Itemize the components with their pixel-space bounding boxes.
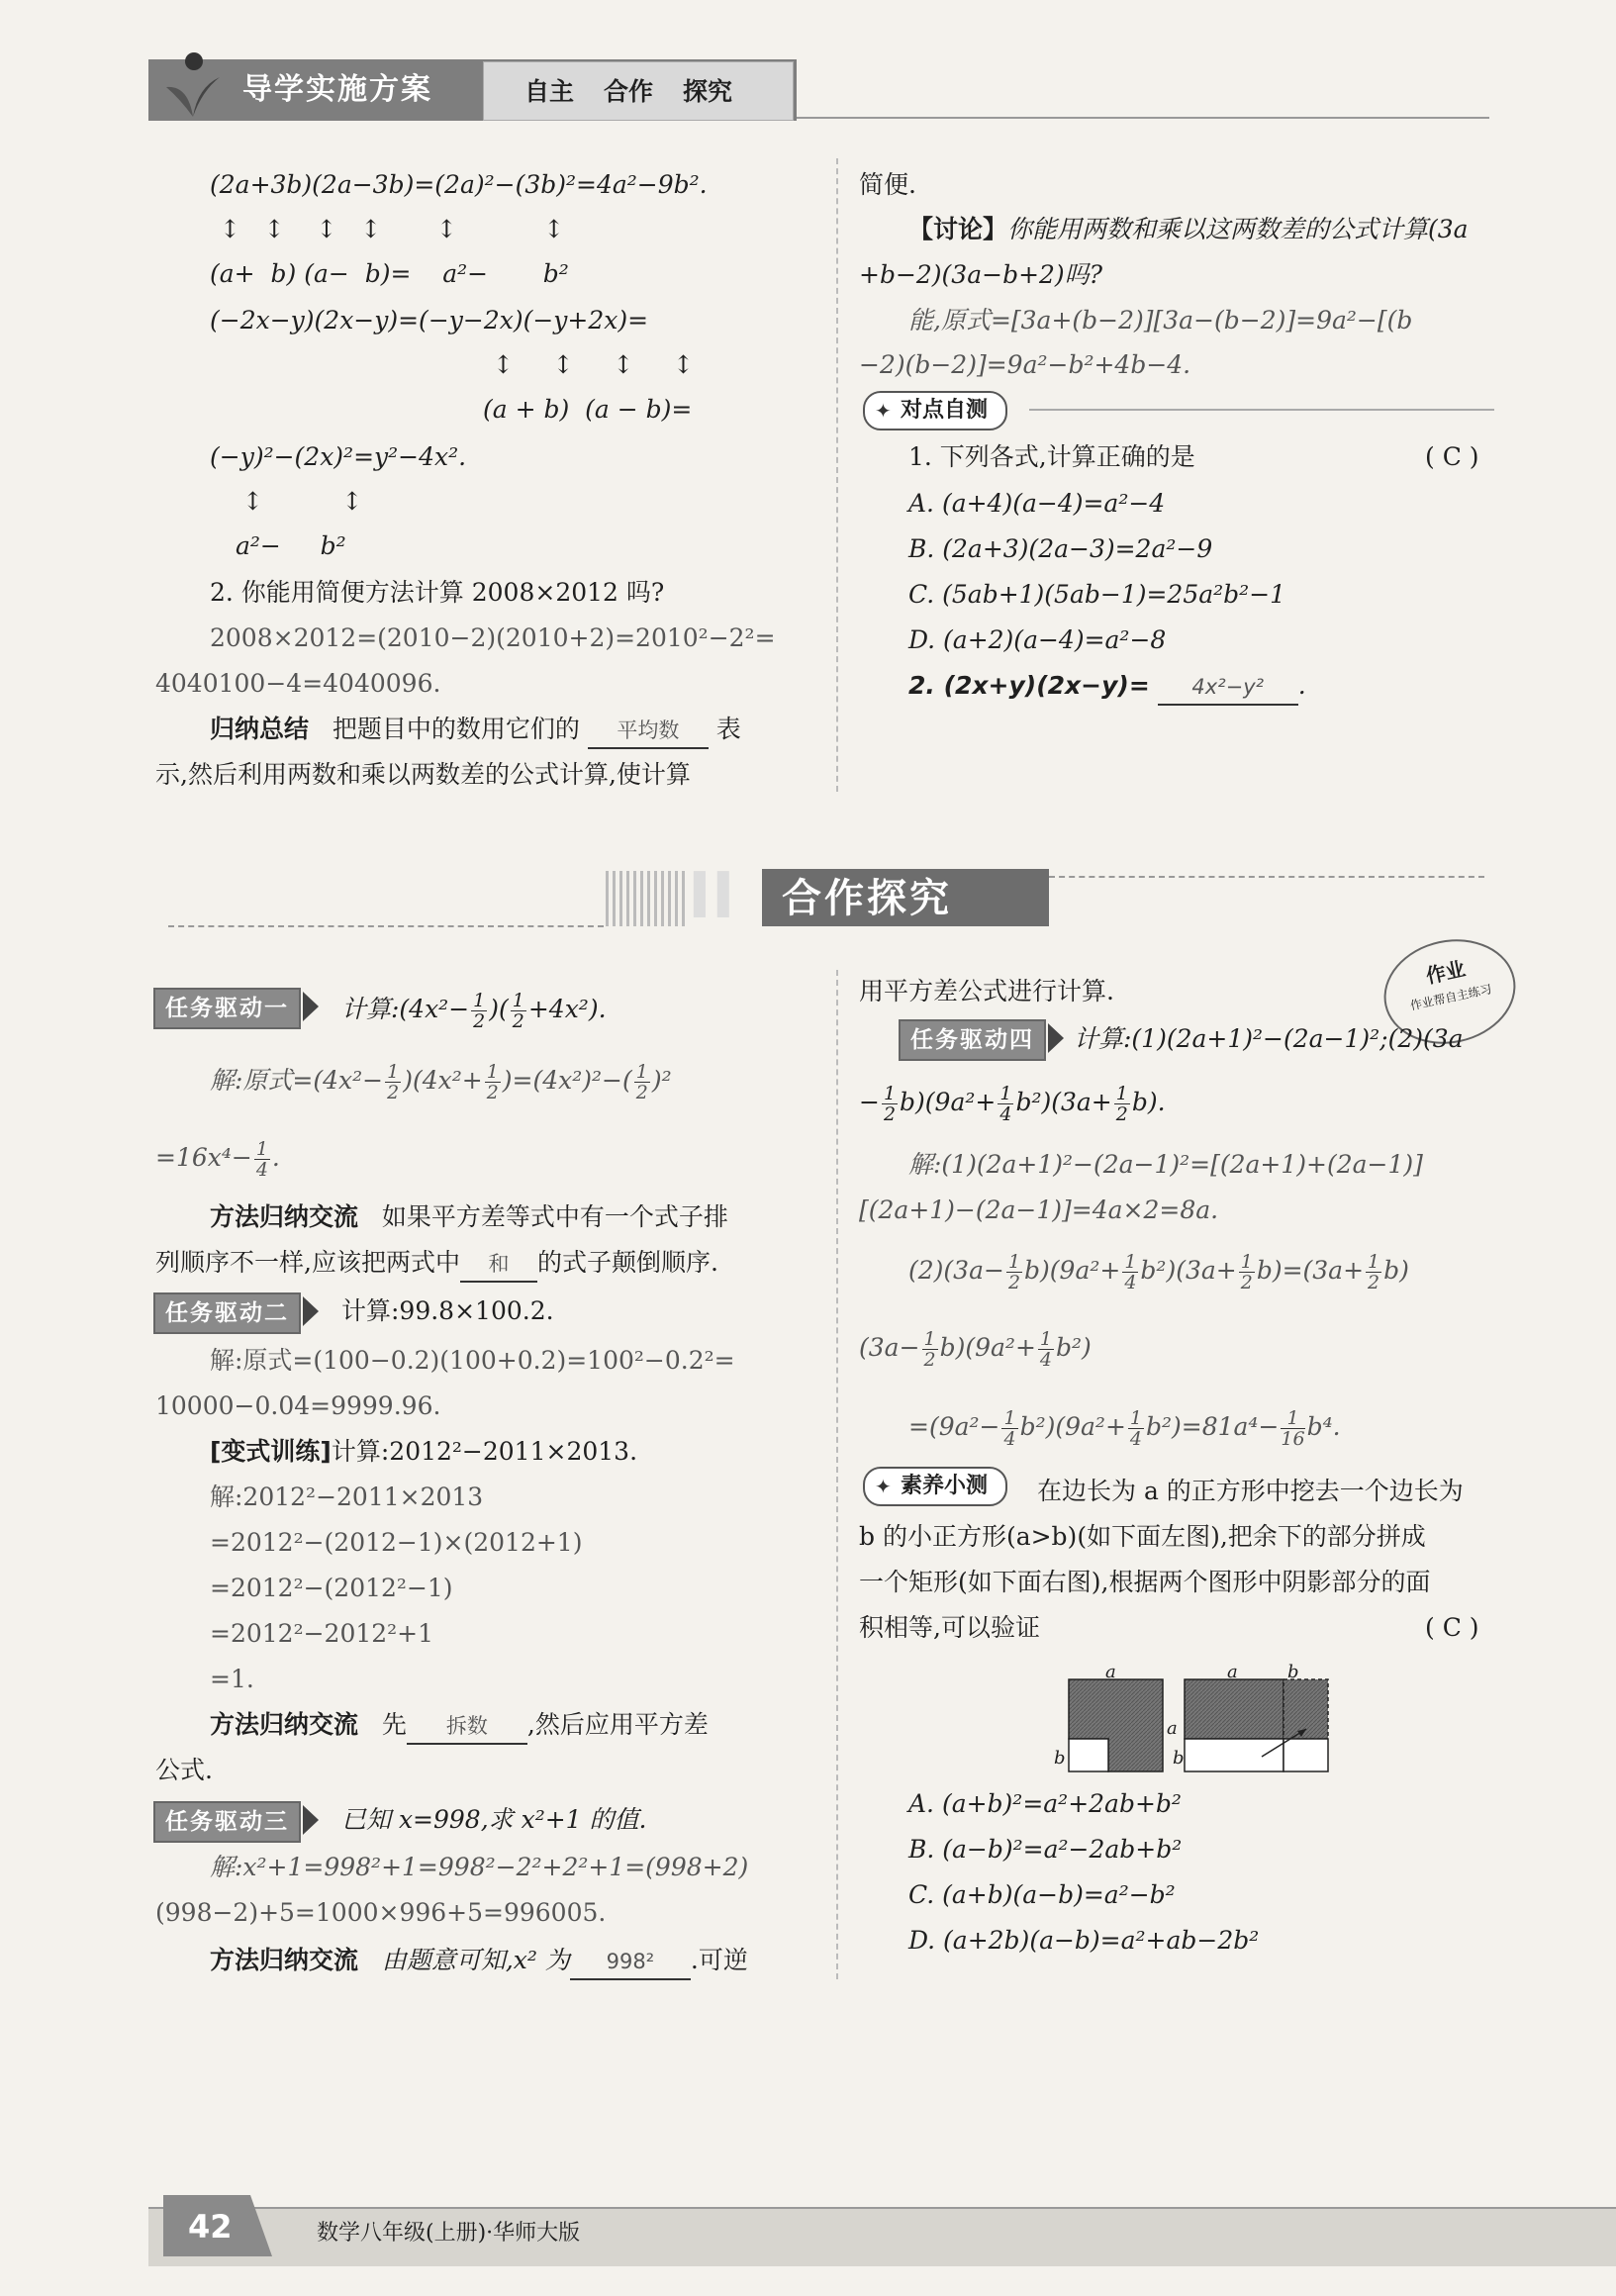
- fraction-quarter: $\frac{1}{4}$: [1039, 1328, 1052, 1371]
- method2-fill: 拆数: [407, 1709, 527, 1745]
- method2-label: 方法归纳交流: [210, 1710, 359, 1739]
- fraction-half: $\frac{1}{2}$: [923, 1328, 936, 1371]
- s4e4: b⁴.: [1306, 1412, 1341, 1441]
- task1-text-c: +4x²).: [527, 995, 607, 1023]
- summary-line-1: [210, 713, 741, 749]
- task2-label: 任务驱动二: [153, 1292, 301, 1334]
- method3-post: .可逆: [690, 1946, 748, 1974]
- s4e2: b²)(9a²+: [1019, 1412, 1126, 1441]
- section-rule-right: [1049, 876, 1484, 880]
- method2-pre: 先: [381, 1710, 407, 1739]
- fraction-quarter: $\frac{1}{4}$: [255, 1138, 268, 1181]
- expr-line-2: (a+ b) (a− b)= a²− b²: [210, 259, 569, 288]
- header-title: 导学实施方案: [242, 72, 432, 107]
- discuss-line-2: +b−2)(3a−b+2)吗?: [859, 260, 1103, 289]
- fig-label-a-side: a: [1167, 1718, 1178, 1739]
- variant-text: 计算:2012²−2011×2013.: [331, 1437, 638, 1466]
- variant-line: [210, 1435, 637, 1469]
- expr-line-6: a²− b²: [236, 531, 346, 560]
- expr-line-1: (2a+3b)(2a−3b)=(2a)²−(3b)²=4a²−9b².: [210, 170, 708, 199]
- question-2: 2. 你能用简便方法计算 2008×2012 吗?: [210, 578, 665, 607]
- method3-fill: 998²: [570, 1945, 691, 1980]
- method1-fill: 和: [460, 1247, 537, 1283]
- solution-4e: [908, 1405, 1341, 1449]
- variant-step-5: =1.: [210, 1665, 254, 1693]
- q1-option-b[interactable]: B. (2a+3)(2a−3)=2a²−9: [908, 534, 1213, 563]
- fig-label-b-left: b: [1054, 1748, 1066, 1769]
- t4b: b)(9a²+: [900, 1088, 997, 1116]
- task4-label: 任务驱动四: [899, 1019, 1046, 1061]
- discuss-label: 【讨论】: [908, 215, 1008, 243]
- summary-pre: 把题目中的数用它们的: [332, 715, 580, 743]
- task1-text-a: 计算:(4x²−: [341, 995, 470, 1023]
- fraction-sixteenth: $\frac{1}{16}$: [1281, 1407, 1305, 1450]
- method-1-line-1: [210, 1200, 728, 1234]
- summary-fill: 平均数: [588, 714, 709, 749]
- task1-label: 任务驱动一: [153, 988, 301, 1029]
- variant-label: [变式训练]: [210, 1437, 332, 1466]
- s4c4: b)=(3a+: [1256, 1256, 1365, 1285]
- q2-post: .: [1297, 671, 1306, 700]
- fraction-half: $\frac{1}{2}$: [1368, 1251, 1380, 1293]
- fraction-half: $\frac{1}{2}$: [486, 1061, 499, 1103]
- fraction-quarter: $\frac{1}{4}$: [1129, 1407, 1142, 1450]
- sol1a: 解:原式=(4x²−: [210, 1066, 384, 1095]
- fraction-quarter: $\frac{1}{4}$: [1003, 1407, 1016, 1450]
- fig-label-a-top-right: a: [1227, 1662, 1238, 1682]
- self-test-q1: 1. 下列各式,计算正确的是: [908, 442, 1195, 471]
- q2-fill: 4x²−y²: [1158, 670, 1298, 706]
- s4c3: b²)(3a+: [1140, 1256, 1237, 1285]
- tab-tanjiu[interactable]: 探究: [683, 77, 733, 106]
- solution-3a: 解:x²+1=998²+1=998²−2²+2²+1=(998+2): [210, 1853, 749, 1881]
- fraction-half: $\frac{1}{2}$: [387, 1061, 400, 1103]
- stamp-line-2: 作业帮自主练习: [1408, 982, 1493, 1013]
- summary-line-2: 示,然后利用两数和乘以两数差的公式计算,使计算: [155, 760, 691, 789]
- method-1-line-2: [155, 1246, 718, 1283]
- column-divider-bottom: [836, 970, 839, 1979]
- t4a: −: [859, 1088, 880, 1116]
- q2-pre: 2. (2x+y)(2x−y)=: [908, 671, 1150, 700]
- variant-step-1: 解:2012²−2011×2013: [210, 1483, 484, 1511]
- fig-label-b-top-right: b: [1287, 1662, 1299, 1682]
- right-cont: 简便.: [859, 170, 916, 199]
- sol1d: )²: [651, 1066, 672, 1095]
- fig-label-b-right-left: b: [1173, 1748, 1185, 1769]
- task4-text: 计算:(1)(2a+1)²−(2a−1)²;(2)(3a: [1074, 1024, 1464, 1053]
- variant-step-3: =2012²−(2012²−1): [210, 1574, 453, 1602]
- s4d3: b²): [1056, 1333, 1092, 1362]
- solution-4b: [(2a+1)−(2a−1)]=4a×2=8a.: [859, 1196, 1219, 1224]
- t4c: b²)(3a+: [1015, 1088, 1112, 1116]
- method3-label: 方法归纳交流: [210, 1946, 359, 1974]
- sol1c: )=(4x²)²−(: [502, 1066, 632, 1095]
- method1-post: 的式子颠倒顺序.: [536, 1248, 718, 1277]
- fig-label-a-top-left: a: [1105, 1662, 1116, 1682]
- solution-4d: [859, 1326, 1092, 1370]
- solution-1-line-1: [210, 1059, 672, 1102]
- self-test-q1-answer: ( C ): [1425, 442, 1479, 471]
- literacy-option-b[interactable]: B. (a−b)²=a²−2ab+b²: [908, 1835, 1183, 1864]
- summary-post: 表: [715, 715, 741, 743]
- fraction-half: $\frac{1}{2}$: [1240, 1251, 1253, 1293]
- s4e1: =(9a²−: [908, 1412, 1000, 1441]
- arrows-2: ↕ ↕ ↕ ↕: [493, 350, 694, 379]
- method-2-line-2: 公式.: [155, 1756, 213, 1784]
- square-figure: [1054, 1662, 1331, 1776]
- fraction-half: $\frac{1}{2}$: [1007, 1251, 1021, 1293]
- task3-text: 已知 x=998,求 x²+1 的值.: [341, 1805, 647, 1834]
- section-rule-left: [168, 925, 604, 929]
- task1-text-b: )(: [489, 995, 509, 1023]
- section-title: 合作探究: [782, 876, 952, 921]
- header-rule: [797, 117, 1489, 119]
- literacy-option-c[interactable]: C. (a+b)(a−b)=a²−b²: [908, 1880, 1176, 1909]
- discuss-line-1: [908, 213, 1469, 246]
- method-2-line-1: [210, 1708, 709, 1745]
- s4c2: b)(9a²+: [1024, 1256, 1121, 1285]
- literacy-text-4: 积相等,可以验证: [859, 1613, 1040, 1642]
- solution-4a: 解:(1)(2a+1)²−(2a−1)²=[(2a+1)+(2a−1)]: [908, 1150, 1423, 1179]
- arrows-1: ↕ ↕ ↕ ↕ ↕ ↕: [220, 215, 565, 243]
- method2-post: ,然后应用平方差: [526, 1710, 709, 1739]
- literacy-text-1: 在边长为 a 的正方形中挖去一个边长为: [1037, 1477, 1464, 1505]
- solution-2a: 解:原式=(100−0.2)(100+0.2)=100²−0.2²=: [210, 1346, 735, 1375]
- solution-3b: (998−2)+5=1000×996+5=996005.: [155, 1898, 607, 1927]
- s4e3: b²)=81a⁴−: [1145, 1412, 1280, 1441]
- right-bottom-cont: 用平方差公式进行计算.: [859, 977, 1114, 1005]
- variant-step-2: =2012²−(2012−1)×(2012+1): [210, 1528, 583, 1557]
- self-test-rule: [1029, 409, 1494, 411]
- expr-line-3: (−2x−y)(2x−y)=(−y−2x)(−y+2x)=: [210, 306, 649, 335]
- method1-label: 方法归纳交流: [210, 1202, 359, 1231]
- s4c5: b): [1383, 1256, 1409, 1285]
- column-divider: [836, 158, 839, 792]
- task3-label: 任务驱动三: [153, 1801, 301, 1843]
- fraction-quarter: $\frac{1}{4}$: [1124, 1251, 1137, 1293]
- variant-step-4: =2012²−2012²+1: [210, 1619, 434, 1648]
- fraction-half: $\frac{1}{2}$: [1115, 1083, 1128, 1125]
- discuss-text: 你能用两数和乘以这两数差的公式计算(3a: [1007, 215, 1469, 243]
- task2-text: 计算:99.8×100.2.: [341, 1296, 554, 1325]
- self-test-label: ✦ 对点自测: [863, 391, 1007, 430]
- sol1f: .: [271, 1143, 280, 1172]
- logo-icon: [158, 48, 228, 117]
- page-number: 42: [188, 2208, 233, 2246]
- solution-2b: 10000−0.04=9999.96.: [155, 1391, 441, 1420]
- task1-text: [341, 988, 607, 1031]
- fraction-half: $\frac{1}{2}$: [635, 1061, 648, 1103]
- literacy-option-d[interactable]: D. (a+2b)(a−b)=a²+ab−2b²: [908, 1926, 1260, 1955]
- self-test-q2: [908, 669, 1306, 706]
- fraction-half: $\frac{1}{2}$: [512, 990, 524, 1032]
- stamp-line-1: 作业: [1423, 956, 1468, 989]
- q1-option-d[interactable]: D. (a+2)(a−4)=a²−8: [908, 625, 1167, 654]
- s4d2: b)(9a²+: [939, 1333, 1036, 1362]
- t4d: b).: [1131, 1088, 1166, 1116]
- literacy-label: ✦ 素养小测: [863, 1467, 1007, 1506]
- arrows-3: ↕ ↕: [242, 487, 363, 516]
- answer-2b: 4040100−4=4040096.: [155, 669, 441, 698]
- footer-book-title: 数学八年级(上册)·华师大版: [317, 2221, 581, 2246]
- sol1e: =16x⁴−: [155, 1143, 252, 1172]
- fraction-half: $\frac{1}{2}$: [473, 990, 486, 1032]
- sol1b: )(4x²+: [403, 1066, 483, 1095]
- section-letter: II: [688, 860, 735, 933]
- expr-line-5: (−y)²−(2x)²=y²−4x².: [210, 442, 467, 471]
- solution-1-line-2: [155, 1136, 280, 1180]
- literacy-text-3: 一个矩形(如下面右图),根据两个图形中阴影部分的面: [859, 1568, 1431, 1596]
- discuss-answer-1: 能,原式=[3a+(b−2)][3a−(b−2)]=9a²−[(b: [908, 306, 1413, 335]
- literacy-answer: ( C ): [1425, 1613, 1479, 1642]
- expr-line-4: (a + b) (a − b)=: [483, 395, 693, 424]
- task4-text-2: [859, 1081, 1166, 1124]
- s4d1: (3a−: [859, 1333, 920, 1362]
- method3-pre: 由题意可知,x² 为: [381, 1946, 570, 1974]
- q1-option-a[interactable]: A. (a+4)(a−4)=a²−4: [908, 489, 1166, 518]
- tab-hezuo[interactable]: 合作: [604, 77, 654, 106]
- discuss-answer-2: −2)(b−2)]=9a²−b²+4b−4.: [859, 350, 1191, 379]
- section-stripes: [606, 871, 685, 926]
- method-3-line: [210, 1944, 748, 1980]
- literacy-option-a[interactable]: A. (a+b)²=a²+2ab+b²: [908, 1789, 1182, 1818]
- answer-2a: 2008×2012=(2010−2)(2010+2)=2010²−2²=: [210, 623, 776, 652]
- q1-option-c[interactable]: C. (5ab+1)(5ab−1)=25a²b²−1: [908, 580, 1286, 609]
- solution-4c: [908, 1249, 1409, 1292]
- tab-zizhu[interactable]: 自主: [524, 77, 575, 106]
- fraction-half: $\frac{1}{2}$: [883, 1083, 897, 1125]
- literacy-text-2: b 的小正方形(a>b)(如下面左图),把余下的部分拼成: [859, 1522, 1426, 1551]
- method1-text: 如果平方差等式中有一个式子排: [381, 1202, 728, 1231]
- fraction-quarter: $\frac{1}{4}$: [999, 1083, 1012, 1125]
- summary-label: 归纳总结: [210, 715, 310, 743]
- s4c1: (2)(3a−: [908, 1256, 1004, 1285]
- method1-pre: 列顺序不一样,应该把两式中: [155, 1248, 460, 1277]
